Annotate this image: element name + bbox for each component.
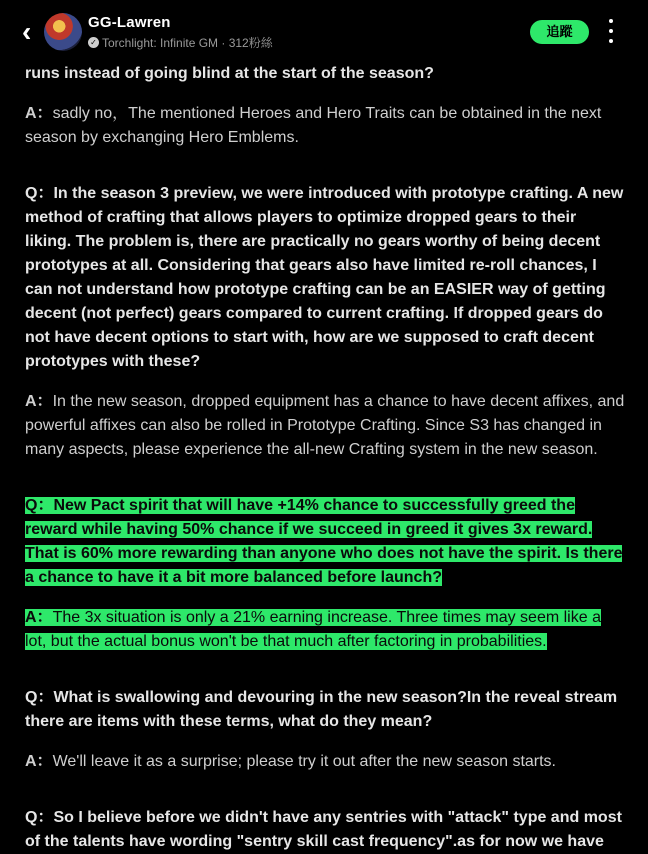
highlighted-question: Q：New Pact spirit that will have +14% chance to successfully greed the reward while having 50% chance if we succeed in greed it gives 3x reward. That is 60% more rewarding than anyone who does not have the spirit. Is there a chance to have it a bit more balanced before launch? xyxy=(25,497,623,586)
author-meta: Torchlight: Infinite GM · 312粉絲 xyxy=(102,36,273,50)
answer-paragraph: A：We'll leave it as a surprise; please try it out after the new season starts. xyxy=(25,753,556,770)
follow-button[interactable]: 追蹤 xyxy=(530,20,589,44)
answer-paragraph: A：sadly no，The mentioned Heroes and Hero Traits can be obtained in the next season by exchanging Hero Emblems. xyxy=(25,105,602,146)
avatar[interactable] xyxy=(44,13,82,51)
question-text: runs instead of going blind at the start of the season? xyxy=(25,65,434,82)
verified-icon: ✓ xyxy=(88,37,99,48)
author-name[interactable]: GG-Lawren xyxy=(88,14,171,31)
author-subtitle xyxy=(88,34,273,51)
question-paragraph: Q：What is swallowing and devouring in the new season?In the reveal stream there are items with these terms, what do they mean? xyxy=(25,689,618,730)
post-content xyxy=(25,62,625,854)
top-bar xyxy=(0,0,648,64)
answer-paragraph: A：In the new season, dropped equipment has a chance to have decent affixes, and powerful affixes can also be rolled in Prototype Crafting. Since S3 has changed in many aspects, please experience the all-new Crafting system in the new season. xyxy=(25,393,625,458)
question-paragraph: Q：In the season 3 preview, we were introduced with prototype crafting. A new method of crafting that allows players to optimize dropped gears to their liking. The problem is, there are practically no gears worthy of being decent prototypes at all. Considering that gears also have limited re-roll chances, I can not understand how prototype crafting can be an EASIER way of getting decent (not perfect) gears compared to current crafting. If dropped gears do not have decent options to start with, how are we supposed to craft decent prototypes with these? xyxy=(25,185,624,370)
back-icon[interactable]: ‹ xyxy=(22,16,32,47)
more-options-icon[interactable] xyxy=(606,19,616,43)
question-paragraph: Q：So I believe before we didn't have any sentries with "attack" type and most of the talents have wording "sentry skill cast frequency".as for now we have xyxy=(25,809,622,850)
highlighted-answer: A：The 3x situation is only a 21% earning increase. Three times may seem like a lot, but the actual bonus won't be that much after factoring in probabilities. xyxy=(25,609,601,650)
